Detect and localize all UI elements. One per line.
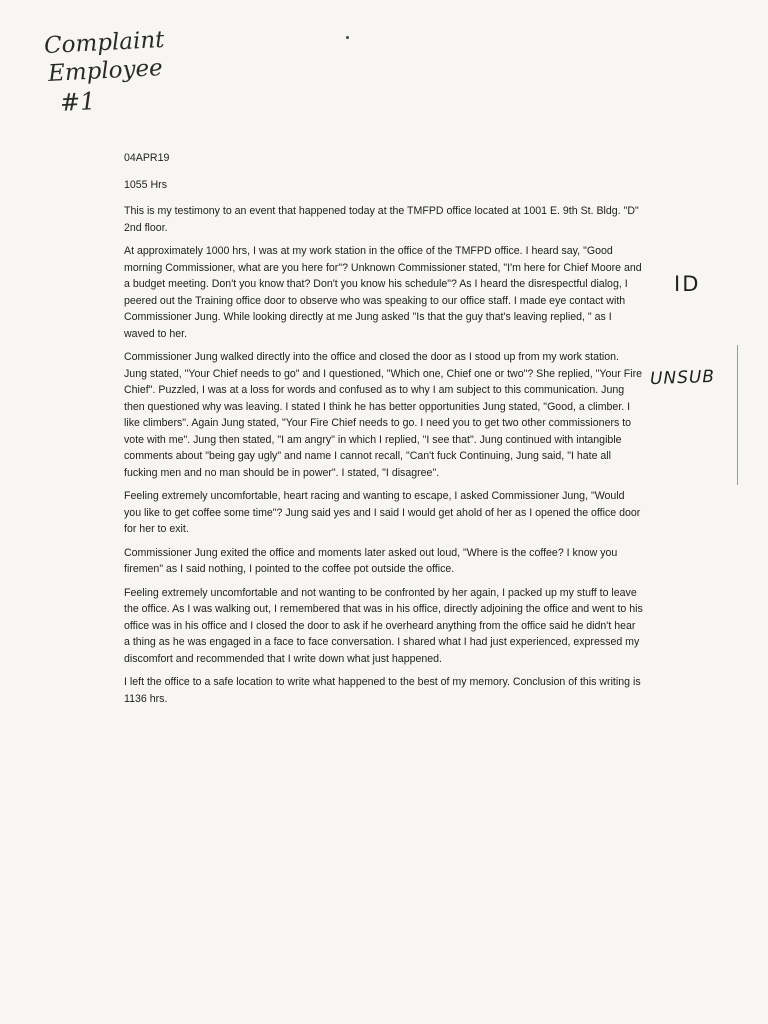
margin-note-id: ID — [674, 272, 701, 296]
testimony-body — [124, 150, 644, 714]
date-line: 04APR19 — [124, 152, 170, 164]
margin-note-unsub: UNSUB — [649, 366, 716, 390]
paragraph: Commissioner Jung walked directly into the office and closed the door as I stood up from my work station. Jung stated, "Your Chief needs to go" and I questioned, "Which one, Chief one or two"? She replied, "Your Fire Chief". Puzzled, I was at a loss for words and confused as to why I am subject to this communication. Jung then questioned why was leaving. I stated I think he has better opportunities Jung stated, "Good, a climber. I like climbers". Again Jung stated, "Your Fire Chief needs to go. I need you to get two other commissioners to vote with me". Jung then stated, "I am angry" in which I replied, "I see that". Jung continued with intangible comments about "being gay ugly" and name I cannot recall, "Can't fuck Continuing, Jung said, "I hate all fucking men and no man should be in power". I stated, "I disagree". — [124, 351, 643, 479]
time-line: 1055 Hrs — [124, 178, 167, 191]
paragraph: At approximately 1000 hrs, I was at my work station in the office of the TMFPD office. I heard say, "Good morning Commissioner, what are you here for"? Unknown Commissioner stated, "I'm here for Chief Moore and a budget meeting. Don't you know that? Don't you know his schedule"? As I heard the disrespectful dialog, I peered out the Training office door to observe who was speaking to our office staff. I made eye contact with Commissioner Jung. While looking directly at me Jung asked "Is that the guy that's leaving replied, " as I waved to her. — [124, 245, 642, 340]
paragraph: Commissioner Jung exited the office and moments later asked out loud, "Where is the coffee? I know you firemen" as I said nothing, I pointed to the coffee pot outside the office. — [124, 546, 618, 575]
handwritten-complaint: Complaint — [43, 26, 166, 60]
paragraph: This is my testimony to an event that happened today at the TMFPD office located at 1001 E. 9th St. Bldg. "D" 2nd floor. — [124, 205, 639, 234]
paragraph: Feeling extremely uncomfortable, heart racing and wanting to escape, I asked Commissioner Jung, "Would you like to get coffee some time"? Jung said yes and I said I would get ahold of her as I opened the office door for her to exit. — [124, 490, 641, 535]
paragraph: I left the office to a safe location to write what happened to the best of my memory. Conclusion of this writing is 1136 hrs. — [124, 676, 641, 705]
margin-line — [737, 345, 738, 485]
scan-speck — [346, 36, 349, 39]
handwritten-employee: Employee — [47, 55, 164, 87]
paragraph: Feeling extremely uncomfortable and not wanting to be confronted by her again, I packed up my stuff to leave the office. As I was walking out, I remembered that was in his office, directly adjoining the office and went to his office was in his office and I closed the door to ask if he overheard anything from the office said he didn't hear a thing as he was engaged in a face to face conversation. I shared what I had just experienced, expressed my discomfort and recommended that I write down what just happened. — [124, 586, 643, 665]
handwritten-number: #1 — [59, 87, 97, 117]
